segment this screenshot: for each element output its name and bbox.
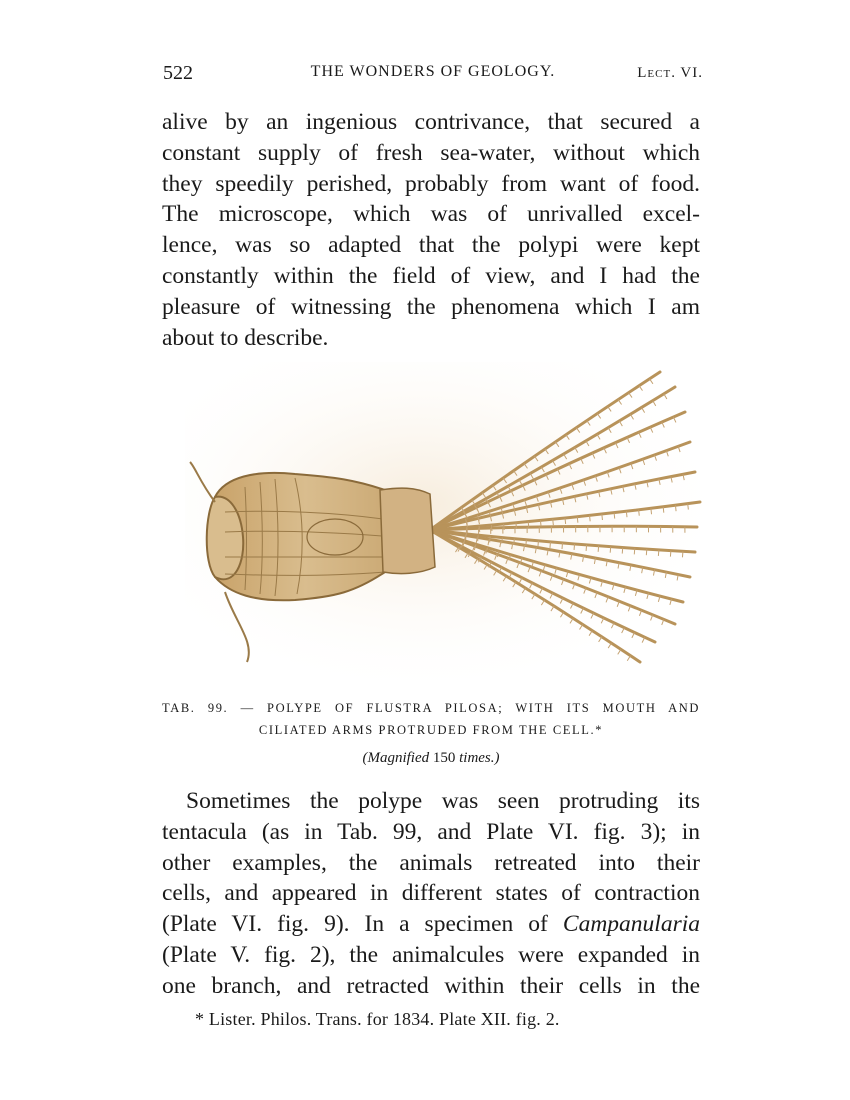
magnification-note <box>162 750 700 767</box>
paragraph-2 <box>162 786 700 1002</box>
magnified-prefix: (Magnified <box>362 750 430 766</box>
cilium <box>663 507 664 513</box>
text-line: (Plate V. fig. 2), the animalcules were expanded in <box>162 941 700 968</box>
text-line: constantly within the field of view, and I had the <box>162 262 700 289</box>
cilium <box>639 510 640 516</box>
text-segment: (Plate VI. fig. 9). In a specimen of <box>162 911 563 938</box>
text-line: about to describe. <box>162 324 329 351</box>
cilium <box>491 525 492 531</box>
cilium <box>553 519 554 525</box>
cilium <box>528 522 529 528</box>
genus-name: Campanularia <box>562 911 700 938</box>
magnified-value: 150 <box>432 750 456 766</box>
cilium <box>688 504 689 510</box>
cilium <box>590 515 591 521</box>
text-line: one branch, and retracted within their cells in the <box>162 972 700 999</box>
cilium <box>565 518 566 524</box>
cilium <box>577 517 578 523</box>
cilium <box>516 523 517 529</box>
text-line: alive by an ingenious contrivance, that secured a <box>162 109 700 135</box>
cilium <box>540 520 541 526</box>
paragraph-1 <box>162 107 700 353</box>
page-number: 522 <box>163 62 193 84</box>
cilium <box>504 524 505 530</box>
magnified-suffix: times.) <box>459 750 500 766</box>
figure-caption <box>162 697 700 741</box>
footnote: * Lister. Philos. Trans. for 1834. Plate XII. fig. 2. <box>195 1009 560 1029</box>
cilium <box>602 514 603 520</box>
caption-line-2: CILIATED ARMS PROTRUDED FROM THE CELL.* <box>258 723 604 737</box>
text-line: lence, was so adapted that the polypi were kept <box>162 232 700 259</box>
caption-line-1: TAB. 99. — POLYPE OF FLUSTRA PILOSA; WITH ITS MOUTH AND <box>162 701 700 715</box>
cilium <box>626 511 627 517</box>
running-title: THE WONDERS OF GEOLOGY. <box>310 63 556 80</box>
lecture-label: Lect. VI. <box>637 65 703 81</box>
cilium <box>614 513 615 519</box>
cilium <box>675 505 676 511</box>
text-line: The microscope, which was of unrivalled excel- <box>162 201 700 228</box>
text-line: pleasure of witnessing the phenomena which I am <box>162 293 700 320</box>
running-header <box>163 62 703 92</box>
cilium <box>479 526 480 532</box>
text-line: cells, and appeared in different states of contraction <box>162 880 700 907</box>
cilium <box>651 508 652 514</box>
text-line: constant supply of fresh sea-water, without which <box>162 139 700 166</box>
text-line: other examples, the animals retreated into their <box>162 849 700 876</box>
text-line: they speedily perished, probably from want of food. <box>162 170 700 197</box>
polype-engraving <box>185 362 705 682</box>
text-line: Sometimes the polype was seen protruding its <box>186 788 700 814</box>
text-line: tentacula (as in Tab. 99, and Plate VI. fig. 3); in <box>162 818 700 845</box>
text-line <box>162 909 700 940</box>
